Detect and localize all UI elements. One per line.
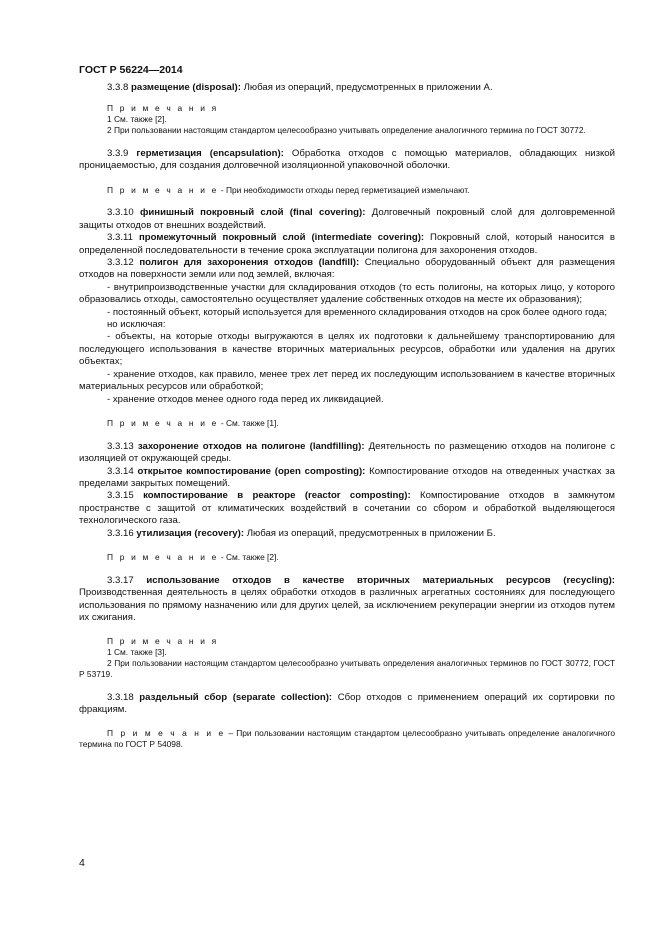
term-3-3-12-item-4: - хранение отходов, как правило, менее трех лет перед их последующим использованием в качестве вторичных материальных ресурсов или обработкой; — [79, 368, 615, 393]
note-3-3-8-label: П р и м е ч а н и я — [107, 103, 219, 114]
note-3-3-16: П р и м е ч а н и е - См. также [2]. — [107, 551, 279, 562]
note-3-3-17-line2: 2 При пользовании настоящим стандартом целесообразно учитывать определения аналогичных терминов по ГОСТ 30772, ГОСТ Р 53719. — [79, 657, 615, 679]
page-number: 4 — [79, 857, 85, 869]
term-3-3-12-item-1: - внутрипроизводственные участки для складирования отходов (то есть полигоны, на которых лицо, у которого образовались отходы, самостоятельно осуществляет удаление собственных отходов на месте их образования); — [79, 281, 615, 306]
note-3-3-8-line2: 2 При пользовании настоящим стандартом целесообразно учитывать определение аналогичного термина по ГОСТ 30772. — [107, 125, 586, 135]
term-3-3-12: 3.3.12 полигон для захоронения отходов (landfill): Специально оборудованный объект для размещения отходов на поверхности земли или под землей, включая: — [79, 257, 615, 281]
note-3-3-17-label: П р и м е ч а н и я — [107, 636, 219, 647]
term-3-3-12-item-3: - объекты, на которые отходы выгружаются в целях их подготовки к дальнейшему транспортированию для последующего использования в качестве вторичных материальных ресурсов, обработки или удаления на других объектах; — [79, 331, 615, 368]
document-body — [79, 82, 615, 750]
note-3-3-17-line1: 1 См. также [3]. — [107, 647, 167, 658]
term-3-3-12-exclusion: но исключая: — [107, 319, 166, 331]
note-3-3-12: П р и м е ч а н и е - См. также [1]. — [107, 417, 279, 428]
note-3-3-9: П р и м е ч а н и е - При необходимости отходы перед герметизацией измельчают. — [107, 184, 470, 195]
term-3-3-16: 3.3.16 утилизация (recovery): Любая из операций, предусмотренных в приложении Б. — [107, 527, 496, 539]
term-3-3-15: 3.3.15 компостирование в реакторе (reactor composting): Компостирование отходов в замкнутом пространстве с защитой от климатических воздействий в сочетании со сбором и обработкой выделяющегося технологического газа. — [79, 490, 615, 527]
term-3-3-12-item-2: - постоянный объект, который используется для временного складирования отходов на срок более одного года; — [107, 306, 608, 318]
term-3-3-17: 3.3.17 использование отходов в качестве вторичных материальных ресурсов (recycling): Производственная деятельность в целях обработки отходов в различных агрегатных состояниях для последующего использования по прямому назначению или для других целей, за исключением рекуперации энергии из отходов путем их сжигания. — [79, 574, 616, 623]
term-3-3-11: 3.3.11 промежуточный покровный слой (intermediate covering): Покровный слой, который наносится в определенной последовательности в течение срока эксплуатации полигона для захоронения отходов. — [79, 232, 615, 256]
note-3-3-8-line1: 1 См. также [2]. — [107, 114, 167, 125]
document-header: ГОСТ Р 56224—2014 — [79, 64, 183, 76]
note-3-3-18: П р и м е ч а н и е – При пользовании настоящим стандартом целесообразно учитывать определение аналогичного термина по ГОСТ Р 54098. — [79, 728, 615, 750]
term-3-3-8: 3.3.8 размещение (disposal): Любая из операций, предусмотренных в приложении А. — [107, 82, 493, 93]
term-3-3-12-item-5: - хранение отходов менее одного года перед их ликвидацией. — [107, 393, 384, 405]
term-3-3-14: 3.3.14 открытое компостирование (open composting): Компостирование отходов на отведенных участках за пределами закрытых помещений. — [79, 465, 615, 489]
term-3-3-9: 3.3.9 герметизация (encapsulation): Обработка отходов с помощью материалов, обладающих низкой проницаемостью, для создания долговечной изоляционной упаковочной оболочки. — [79, 147, 616, 172]
term-3-3-10: 3.3.10 финишный покровный слой (final covering): Долговечный покровный слой для долговременной защиты отходов от внешних воздействий. — [79, 207, 616, 231]
term-3-3-18: 3.3.18 раздельный сбор (separate collection): Сбор отходов с применением операций их сортировки по фракциям. — [79, 691, 615, 715]
term-3-3-13: 3.3.13 захоронение отходов на полигоне (landfilling): Деятельность по размещению отходов на полигоне с изоляцией от окружающей среды. — [79, 440, 615, 465]
